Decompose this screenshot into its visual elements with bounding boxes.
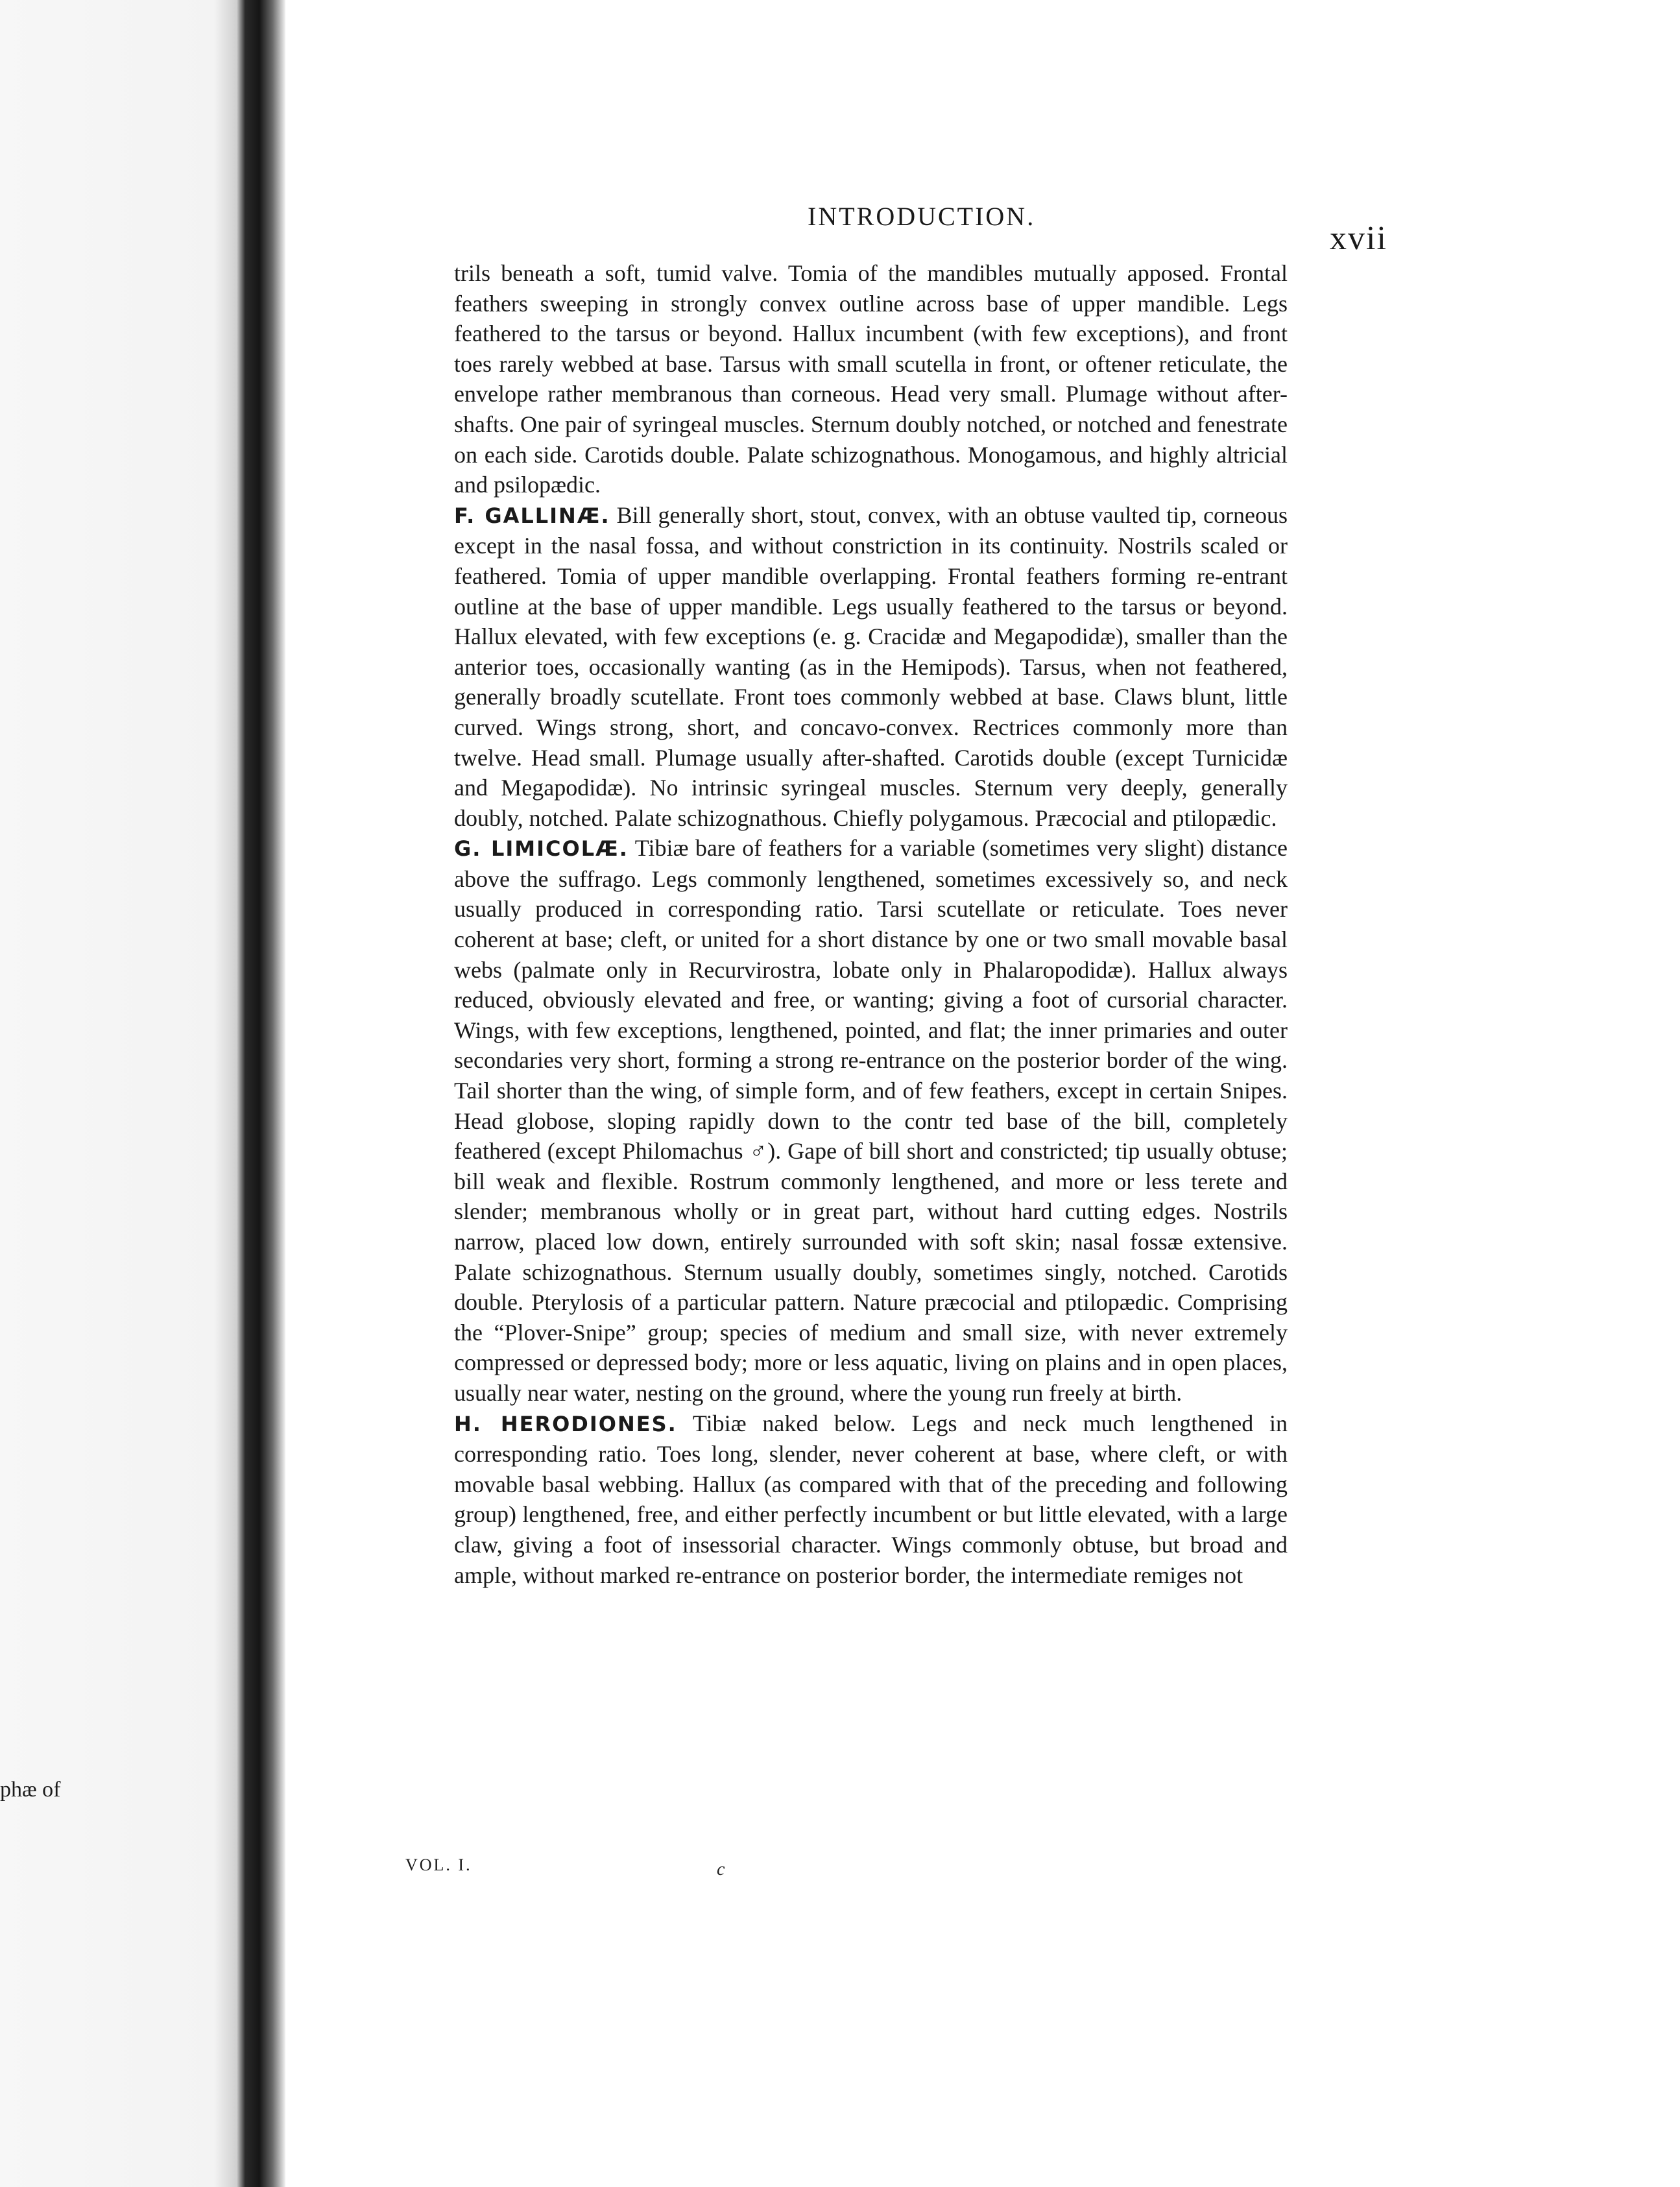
paragraph-text: Tibiæ bare of feathers for a variable (sometimes very slight) distance above the suffrago. Legs commonly lengthened, sometimes excessively so, and neck usually produced in corresponding ratio. Tarsi scutellate or reticulate. Toes never coherent at base; cleft, or united for a short distance by one or two small movable basal webs (palmate only in Recurvirostra, lobate only in Phalaropodidæ). Hallux always reduced, obviously elevated and free, or wanting; giving a foot of cursorial character. Wings, with few exceptions, lengthened, pointed, and flat; the inner primaries and outer secondaries very short, forming a strong re-entrance on the posterior border of the wing. Tail shorter than the wing, of simple form, and of few feathers, except in certain Snipes. Head globose, sloping rapidly down to the contr ted base of the bill, completely feathered (except Philomachus ♂). Gape of bill short and constricted; tip usually obtuse; bill weak and flexible. Rostrum commonly lengthened, and more or less terete and slender; membranous wholly or in great part, without hard cutting edges. Nostrils narrow, placed low down, entirely surrounded with soft skin; nasal fossæ extensive. Palate schizognathous. Sternum usually doubly, sometimes singly, notched. Carotids double. Pterylosis of a particular pattern. Nature præcocial and ptilopædic. Comprising the “Plover-Snipe” group; species of medium and small size, with never extremely compressed or depressed body; more or less aquatic, living on plains and in open places, usually near water, nesting on the ground, where the young run freely at birth. <box>454 835 1288 1406</box>
paragraph-text: trils beneath a soft, tumid valve. Tomia of the mandibles mutually apposed. Frontal feathers sweeping in strongly convex outline across base of upper mandible. Legs feathered to the tarsus or beyond. Hallux incumbent (with few exceptions), and front toes rarely webbed at base. Tarsus with small scutella in front, or oftener reticulate, the envelope rather membranous than corneous. Head very small. Plumage without after-shafts. One pair of syringeal muscles. Sternum doubly notched, or notched and fenestrate on each side. Carotids double. Palate schizognathous. Monogamous, and highly altricial and psilopædic. <box>454 260 1288 498</box>
paragraph-continuation <box>454 258 1288 500</box>
page-number: xvii <box>1330 220 1387 257</box>
section-heading: F. GALLINÆ. <box>454 503 610 528</box>
running-head: INTRODUCTION. <box>808 202 1036 231</box>
footer-volume-mark: VOL. I. <box>405 1855 472 1874</box>
book-spine-shadow <box>0 0 285 2187</box>
paragraph-text: Bill generally short, stout, convex, with an obtuse vaulted tip, corneous except in the nasal fossa, and without constriction in its continuity. Nostrils scaled or feathered. Tomia of upper mandible overlapping. Frontal feathers forming re-entrant outline at the base of upper mandible. Legs usually feathered to the tarsus or beyond. Hallux elevated, with few exceptions (e. g. Cracidæ and Megapodidæ), smaller than the anterior toes, occasionally wanting (as in the Hemipods). Tarsus, when not feathered, generally broadly scutellate. Front toes commonly webbed at base. Claws blunt, little curved. Wings strong, short, and concavo-convex. Rectrices commonly more than twelve. Head small. Plumage usually after-shafted. Carotids double (except Turnicidæ and Megapodidæ). No intrinsic syringeal muscles. Sternum very deeply, generally doubly, notched. Palate schizognathous. Chiefly polygamous. Præcocial and ptilopædic. <box>454 501 1288 831</box>
paragraph-gallinae <box>454 500 1288 834</box>
paragraph-herodiones <box>454 1408 1288 1591</box>
section-heading: H. HERODIONES. <box>454 1411 677 1436</box>
paragraph-text: Tibiæ naked below. Legs and neck much lengthened in corresponding ratio. Toes long, slender, never coherent at base, where cleft, or with movable basal webbing. Hallux (as compared with that of the preceding and following group) lengthened, free, and either perfectly incumbent or but little elevated, with a large claw, giving a foot of insessorial character. Wings commonly obtuse, but broad and ample, without marked re-entrance on posterior border, the intermediate remiges not <box>454 1410 1288 1588</box>
facing-page-fragment: phæ of <box>0 1778 61 1802</box>
paragraph-limicolae <box>454 833 1288 1408</box>
section-heading: G. LIMICOLÆ. <box>454 836 629 862</box>
body-text <box>454 258 1288 1590</box>
footer-signature-mark: c <box>717 1859 725 1879</box>
